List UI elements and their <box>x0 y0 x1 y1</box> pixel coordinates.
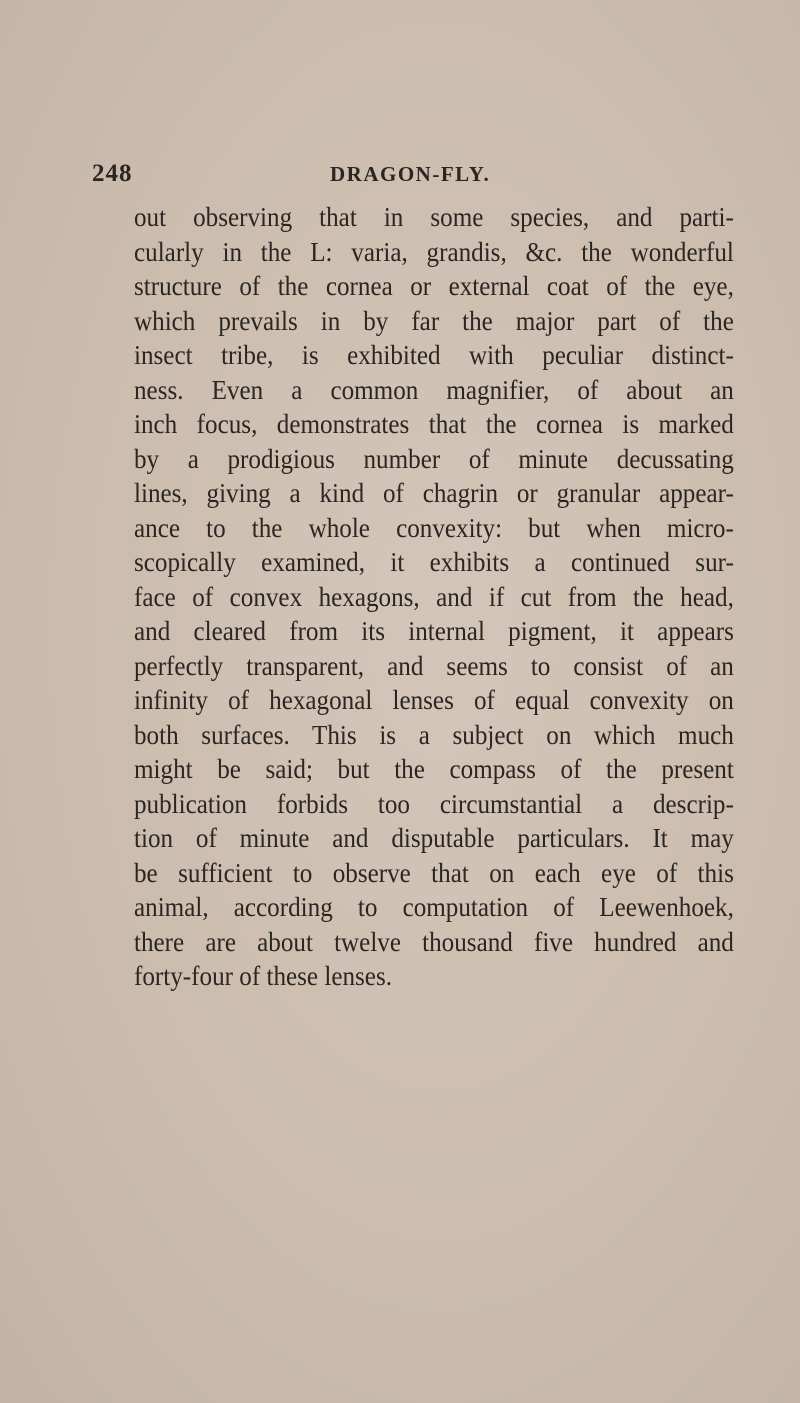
text-line: publication forbids too circumstantial a descrip- <box>134 788 734 819</box>
page-header <box>92 160 732 196</box>
text-line: lines, giving a kind of chagrin or granular appear- <box>134 478 734 508</box>
text-line: might be said; but the compass of the present <box>134 754 734 784</box>
running-head: DRAGON-FLY. <box>330 162 491 186</box>
text-line: inch focus, demonstrates that the cornea is marked <box>134 409 734 439</box>
text-line: both surfaces. This is a subject on which much <box>134 719 734 750</box>
text-line: face of convex hexagons, and if cut from the head, <box>134 581 734 612</box>
body-text <box>134 200 734 994</box>
text-line: ness. Even a common magnifier, of about an <box>134 374 734 405</box>
text-line: infinity of hexagonal lenses of equal convexity on <box>134 685 734 715</box>
text-line: scopically examined, it exhibits a continued sur- <box>134 547 734 577</box>
text-line: there are about twelve thousand five hundred and <box>134 926 734 957</box>
text-line: animal, according to computation of Leewenhoek, <box>134 892 734 922</box>
text-line: cularly in the L: varia, grandis, &c. the wonderful <box>134 236 734 267</box>
text-line: by a prodigious number of minute decussating <box>134 443 734 474</box>
text-line: which prevails in by far the major part of the <box>134 305 734 336</box>
text-line: forty-four of these lenses. <box>134 961 393 991</box>
text-line: structure of the cornea or external coat of the eye, <box>134 271 734 301</box>
text-line: perfectly transparent, and seems to consist of an <box>134 650 734 681</box>
page-number: 248 <box>92 160 133 187</box>
text-line: be sufficient to observe that on each eye of this <box>134 857 734 888</box>
text-line: tion of minute and disputable particulars. It may <box>134 823 734 853</box>
text-line: ance to the whole convexity: but when micro- <box>134 512 734 543</box>
text-line: insect tribe, is exhibited with peculiar distinct- <box>134 340 734 370</box>
text-line: and cleared from its internal pigment, it appears <box>134 616 734 646</box>
text-line: out observing that in some species, and parti- <box>134 202 734 232</box>
